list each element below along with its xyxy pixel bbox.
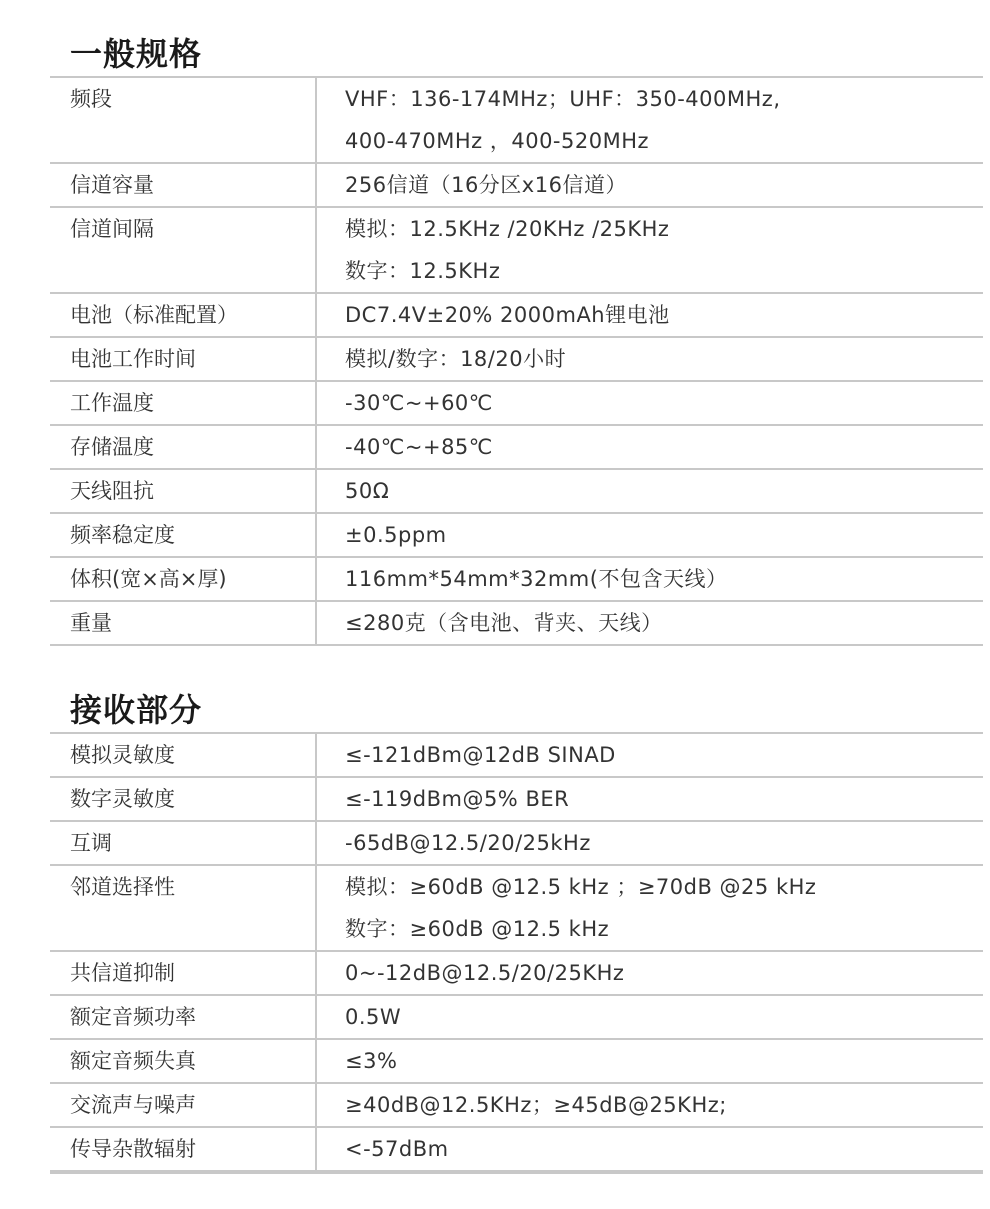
table-row (50, 734, 983, 778)
spec-label: 信道间隔 (50, 208, 317, 292)
section-title: 一般规格 (70, 35, 203, 73)
table-row (50, 1128, 983, 1172)
table-row (50, 996, 983, 1040)
spec-label: 交流声与噪声 (50, 1084, 317, 1126)
spec-value-line: ≤-121dBm@12dB SINAD (345, 743, 616, 767)
spec-value (317, 952, 624, 994)
spec-label: 传导杂散辐射 (50, 1128, 317, 1170)
spec-value-line: 116mm*54mm*32mm(不包含天线） (345, 567, 728, 591)
spec-value-line: VHF：136-174MHz；UHF：350-400MHz, (345, 87, 781, 111)
spec-label: 邻道选择性 (50, 866, 317, 950)
spec-value (317, 382, 493, 424)
spec-table (50, 76, 983, 646)
spec-value (317, 822, 591, 864)
spec-value (317, 778, 569, 820)
spec-value-line: <-57dBm (345, 1137, 449, 1161)
spec-value-line: 256信道（16分区x16信道） (345, 173, 627, 197)
table-row (50, 382, 983, 426)
spec-value-line: 50Ω (345, 479, 390, 503)
table-row (50, 866, 983, 952)
spec-value (317, 996, 401, 1038)
spec-label: 信道容量 (50, 164, 317, 206)
spec-value-line: 模拟：12.5KHz /20KHz /25KHz (345, 217, 670, 241)
spec-value-line: 数字：≥60dB @12.5 kHz (345, 917, 610, 941)
spec-label: 天线阻抗 (50, 470, 317, 512)
spec-value (317, 514, 447, 556)
spec-value (317, 866, 816, 950)
spec-value-line: -40℃~+85℃ (345, 435, 493, 459)
spec-label: 存储温度 (50, 426, 317, 468)
spec-value (317, 164, 627, 206)
spec-value-line: DC7.4V±20% 2000mAh锂电池 (345, 303, 670, 327)
table-row (50, 78, 983, 164)
spec-value (317, 558, 727, 600)
table-row (50, 778, 983, 822)
spec-label: 重量 (50, 602, 317, 644)
spec-label: 额定音频失真 (50, 1040, 317, 1082)
table-row (50, 426, 983, 470)
spec-value-line: 0~-12dB@12.5/20/25KHz (345, 961, 625, 985)
spec-value-line: 模拟/数字：18/20小时 (345, 347, 567, 371)
spec-value-line: ±0.5ppm (345, 523, 447, 547)
spec-label: 电池（标准配置） (50, 294, 317, 336)
table-row (50, 164, 983, 208)
spec-table (50, 732, 983, 1174)
table-row (50, 470, 983, 514)
spec-value-line: ≤3% (345, 1049, 398, 1073)
spec-value (317, 1084, 727, 1126)
table-row (50, 822, 983, 866)
spec-value (317, 1040, 397, 1082)
spec-value-line: 0.5W (345, 1005, 402, 1029)
spec-value-line: 数字：12.5KHz (345, 259, 501, 283)
spec-value-line: ≤-119dBm@5% BER (345, 787, 570, 811)
spec-value (317, 734, 616, 776)
spec-label: 体积(宽×高×厚) (50, 558, 317, 600)
table-row (50, 602, 983, 646)
spec-value-line: -65dB@12.5/20/25kHz (345, 831, 591, 855)
spec-label: 电池工作时间 (50, 338, 317, 380)
table-row (50, 338, 983, 382)
spec-label: 模拟灵敏度 (50, 734, 317, 776)
spec-value (317, 208, 669, 292)
spec-value (317, 1128, 449, 1170)
spec-value (317, 294, 670, 336)
table-row (50, 952, 983, 996)
spec-label: 互调 (50, 822, 317, 864)
spec-value-line: -30℃~+60℃ (345, 391, 493, 415)
table-row (50, 1040, 983, 1084)
spec-value (317, 470, 389, 512)
spec-label: 频率稳定度 (50, 514, 317, 556)
spec-value (317, 426, 493, 468)
spec-value-line: ≥40dB@12.5KHz；≥45dB@25KHz; (345, 1093, 727, 1117)
spec-label: 共信道抑制 (50, 952, 317, 994)
receiver-specs-section (50, 688, 983, 1174)
table-row (50, 514, 983, 558)
table-row (50, 208, 983, 294)
section-title: 接收部分 (70, 691, 203, 729)
table-row (50, 1172, 983, 1174)
general-specs-section (50, 32, 983, 646)
spec-label: 数字灵敏度 (50, 778, 317, 820)
spec-value (317, 602, 663, 644)
spec-value (317, 338, 566, 380)
spec-value (317, 78, 781, 162)
spec-label: 额定音频功率 (50, 996, 317, 1038)
spec-value-line: ≤280克（含电池、背夹、天线） (345, 611, 663, 635)
spec-label: 工作温度 (50, 382, 317, 424)
table-row (50, 558, 983, 602)
spec-value-line: 400-470MHz ，400-520MHz (345, 129, 650, 153)
table-row (50, 1084, 983, 1128)
spec-value-line: 模拟：≥60dB @12.5 kHz ；≥70dB @25 kHz (345, 875, 817, 899)
table-row (50, 294, 983, 338)
spec-label: 频段 (50, 78, 317, 162)
